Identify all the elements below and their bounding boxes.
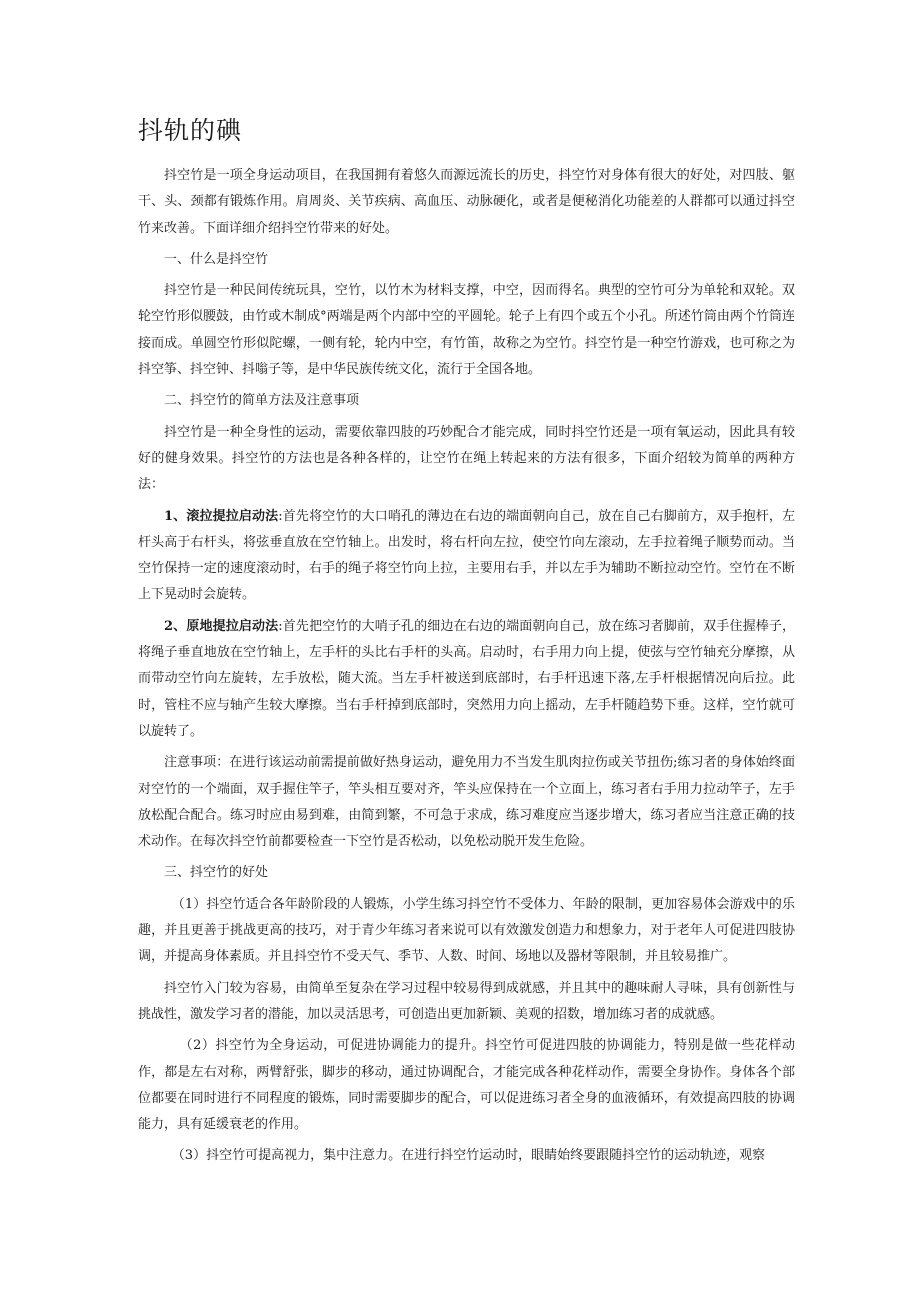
document-page <box>138 113 795 1170</box>
section-1-heading: 一、什么是抖空竹 <box>164 251 269 267</box>
method-2-body: :首先把空竹的大哨子孔的细边在右边的端面朝向自己，放在练习者脚前，双手住握棒子，将绳子垂直地放在空竹轴上，左手杆的头比右手杆的头高。启动时，右手用力向上提，使弦与空竹轴充分摩擦，从而带动空竹向左旋转，左手放松，随大流。当左手杆被送到底部时，右手杆迅速下落,左手杆根据情况向后拉。此时，管柱不应与轴产生较大摩擦。当右手杆掉到底部时，突然用力向上摇动，左手杆随趋势下垂。这样，空竹就可以旋转了。 <box>138 618 795 739</box>
benefit-1-continuation: 抖空竹入门较为容易，由简单至复杂在学习过程中较易得到成就感，并且其中的趣味耐人寻味，具有创新性与挑战性，激发学习者的潜能，加以灵活思考，可创造出更加新颖、美观的招数，增加练习者的成就感。 <box>138 980 795 1022</box>
section-3-heading: 三、抖空竹的好处 <box>164 865 269 881</box>
notes-paragraph: 注意事项：在进行该运动前需提前做好热身运动，避免用力不当发生肌肉拉伤或关节扭伤;练习者的身体始终面对空竹的一个端面，双手握住竿子，竿头相互要对齐，竿头应保持在一个立面上，练习者右手用力拉动竿子，左手放松配合配合。练习时应由易到难，由简到繁，不可急于求成，练习难度应当逐步增大，练习者应当注意正确的技术动作。在每次抖空竹前都要检查一下空竹是否松动，以免松动脱开发生危险。 <box>138 755 795 850</box>
intro-paragraph: 抖空竹是一项全身运动项目，在我国拥有着悠久而源远流长的历史，抖空竹对身体有很大的好处，对四肢、躯干、头、颈都有锻炼作用。肩周炎、关节疾病、高血压、动脉硬化，或者是便秘消化功能差的人群都可以通过抖空竹来改善。下面详细介绍抖空竹带来的好处。 <box>138 168 795 236</box>
benefit-1-paragraph: （1）抖空竹适合各年龄阶段的人锻炼，小学生练习抖空竹不受体力、年龄的限制，更加容易体会游戏中的乐趣，并且更善于挑战更高的技巧，对于青少年练习者来说可以有效激发创造力和想象力，对于老年人可促进四肢协调，并提高身体素质。并且抖空竹不受天气、季节、人数、时间、场地以及器材等限制，并且较易推广。 <box>138 896 795 965</box>
method-2-paragraph <box>138 614 795 745</box>
benefit-3-paragraph: （3）抖空竹可提高视力，集中注意力。在进行抖空竹运动时，眼睛始终要跟随抖空竹的运动轨迹，观察 <box>171 1148 766 1164</box>
method-1-body: :首先将空竹的大口哨孔的薄边在右边的端面朝向自己，放在自己右脚前方，双手抱杆，左杆头高于右杆头，将弦垂直放在空竹轴上。出发时，将右杆向左拉，使空竹向左滚动，左手拉着绳子顺势而动。当空竹保持一定的速度滚动时，右手的绳子将空竹向上拉，主要用右手，并以左手为辅助不断拉动空竹。空竹在不断上下晃动时会旋转。 <box>138 508 795 603</box>
method-1-lead: 1、滚拉提拉启动法 <box>164 508 279 524</box>
section-2-heading: 二、抖空竹的简单方法及注意事项 <box>164 393 360 409</box>
method-2-lead: 2、原地提拉启动法 <box>164 618 279 634</box>
benefit-2-paragraph: （2）抖空竹为全身运动，可促进协调能力的提升。抖空竹可促进四肢的协调能力，特别是做一些花样动作，都是左右对称，两臂舒张，脚步的移动，通过协调配合，才能完成各种花样动作，需要全身协作。身体各个部位都要在同时进行不同程度的锻炼，同时需要脚步的配合，可以促进练习者全身的血液循环，有效提高四肢的协调能力，具有延缓衰老的作用。 <box>138 1038 795 1133</box>
section-1-paragraph: 抖空竹是一种民间传统玩具，空竹，以竹木为材料支撑，中空，因而得名。典型的空竹可分为单轮和双轮。双轮空竹形似腰鼓，由竹或木制成°两端是两个内部中空的平圆轮。轮子上有四个或五个小孔。所述竹筒由两个竹筒连接而成。单圆空竹形似陀螺，一侧有轮，轮内中空，有竹笛，故称之为空竹。抖空竹是一种空竹游戏，也可称之为抖空筝、抖空钟、抖嗡子等，是中华民族传统文化，流行于全国各地。 <box>138 283 795 378</box>
method-1-paragraph <box>138 504 795 609</box>
section-2-paragraph: 抖空竹是一种全身性的运动，需要依靠四肢的巧妙配合才能完成，同时抖空竹还是一项有氧运动，因此具有较好的健身效果。抖空竹的方法也是各种各样的，让空竹在绳上转起来的方法有很多，下面介绍较为简单的两种方法： <box>138 424 795 493</box>
document-title: 抖轨的碘 <box>138 116 243 145</box>
